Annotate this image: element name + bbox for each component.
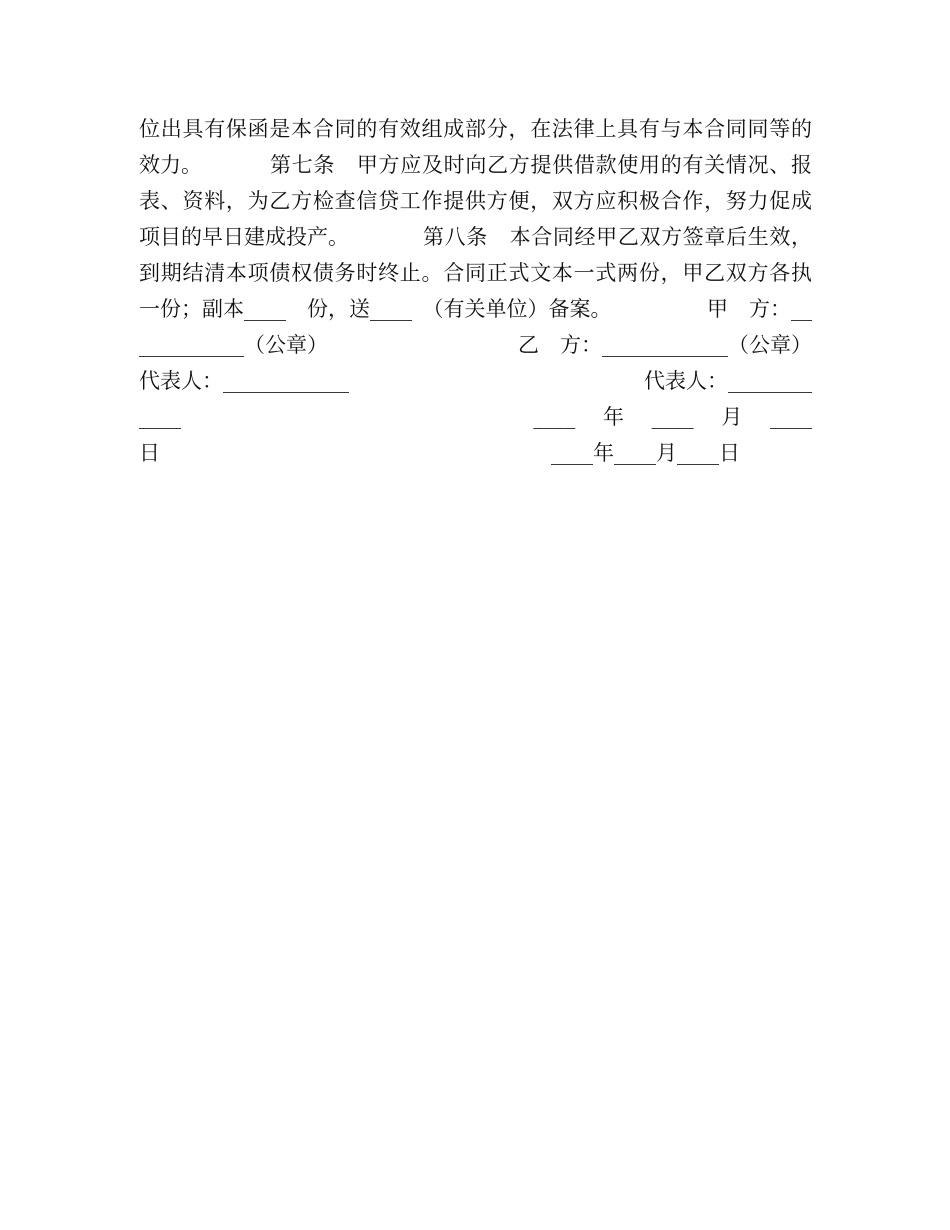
party-b-seal: 乙 方：____________（公章） [518,333,812,357]
text-segment: 项目的早日建成投产。 [139,225,349,249]
party-a-date: ____ 年 ____ 月 ____ [533,405,812,429]
article-eight-text: 第八条 本合同经甲乙双方签章后生效， [423,225,812,249]
paragraph-line [139,111,812,147]
party-a-representative: 代表人：____________ [139,369,349,393]
text-segment: 效力。 [139,153,202,177]
signature-line [139,435,812,471]
party-a-seal: __________（公章） [139,333,328,357]
paragraph-line [139,183,812,219]
text-line: 位出具有保函是本合同的有效组成部分，在法律上具有与本合同同等的 [139,117,812,141]
signature-line [139,399,812,435]
paragraph-line [139,291,812,327]
copies-text: 一份；副本____ 份，送____ （有关单位）备案。 [139,297,612,321]
paragraph-line [139,255,812,291]
paragraph-line [139,147,812,183]
paragraph-line [139,219,812,255]
signature-line [139,363,812,399]
text-line: 到期结清本项债权债务时终止。合同正式文本一式两份，甲乙双方各执 [139,261,812,285]
party-b-date: ____年____月____日 [551,441,740,465]
party-a-label: 甲 方：__ [707,297,812,321]
text-line: 表、资料，为乙方检查信贷工作提供方便，双方应积极合作，努力促成 [139,189,812,213]
blank-continuation: ____ [139,405,181,429]
day-label: 日 [139,441,160,465]
signature-line [139,327,812,363]
party-b-representative: 代表人：________ [644,369,812,393]
article-seven-text: 第七条 甲方应及时向乙方提供借款使用的有关情况、报 [270,153,812,177]
